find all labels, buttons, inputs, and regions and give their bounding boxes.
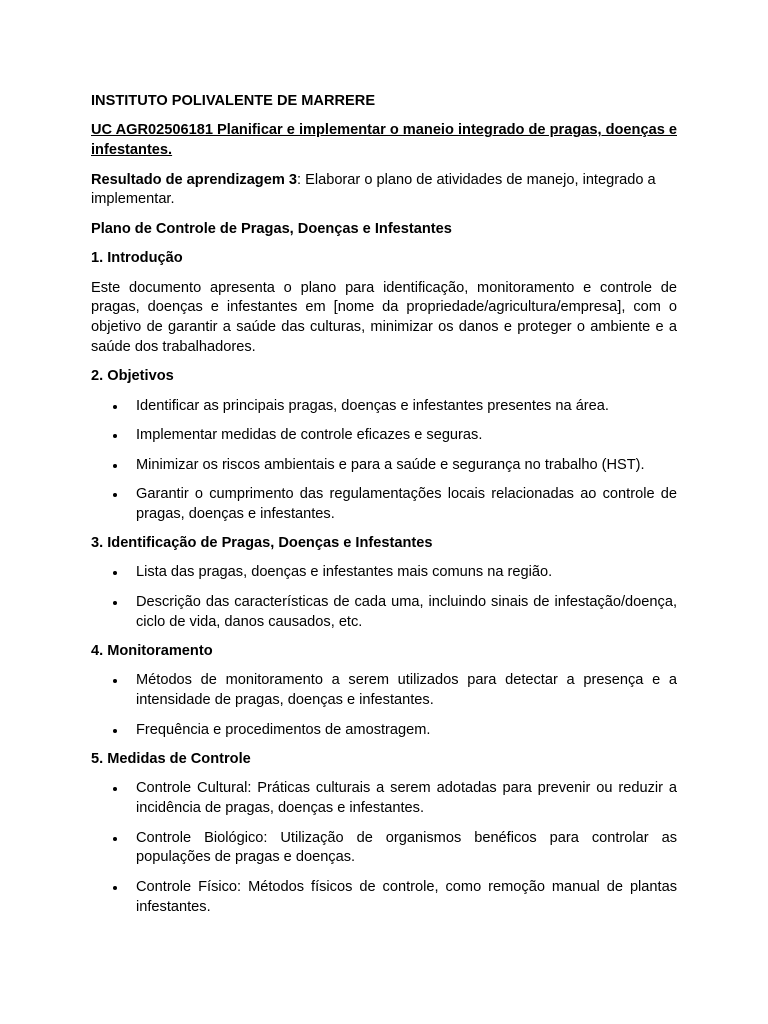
bullet-icon — [113, 571, 117, 575]
bullet-icon — [113, 464, 117, 468]
list-item-text: Controle Biológico: Utilização de organismos benéficos para controlar as populações de pragas e doenças. — [136, 829, 677, 866]
learning-outcome-label: Resultado de aprendizagem 3 — [91, 171, 297, 188]
document-page — [91, 92, 677, 927]
section-heading-introducao: 1. Introdução — [91, 250, 183, 267]
list-item — [91, 829, 677, 869]
bullet-icon — [113, 837, 117, 841]
uc-title: UC AGR02506181 Planificar e implementar o maneio integrado de pragas, doenças e infestantes. — [91, 122, 677, 159]
learning-outcome — [91, 171, 677, 211]
list-item — [91, 397, 677, 417]
list-item — [91, 456, 677, 476]
section-heading-objetivos: 2. Objetivos — [91, 368, 174, 385]
list-item-text: Descrição das características de cada uma, incluindo sinais de infestação/doença, ciclo de vida, danos causados, etc. — [136, 593, 677, 630]
bullet-icon — [113, 787, 117, 791]
list-item — [91, 779, 677, 819]
plan-title: Plano de Controle de Pragas, Doenças e Infestantes — [91, 220, 452, 237]
list-item — [91, 671, 677, 711]
objetivos-list — [91, 397, 677, 525]
list-item-text: Controle Físico: Métodos físicos de controle, como remoção manual de plantas infestantes. — [136, 878, 677, 915]
learning-outcome-text: : Elaborar o plano de atividades de manejo, integrado a implementar. — [91, 171, 656, 208]
identificacao-list — [91, 563, 677, 632]
list-item — [91, 426, 677, 446]
list-item — [91, 878, 677, 918]
section-heading-identificacao: 3. Identificação de Pragas, Doenças e Infestantes — [91, 535, 433, 552]
list-item-text: Garantir o cumprimento das regulamentações locais relacionadas ao controle de pragas, doenças e infestantes. — [136, 485, 677, 522]
list-item-text: Controle Cultural: Práticas culturais a serem adotadas para prevenir ou reduzir a incidência de pragas, doenças e infestantes. — [136, 780, 677, 817]
list-item — [91, 563, 677, 583]
list-item-text: Minimizar os riscos ambientais e para a saúde e segurança no trabalho (HST). — [136, 456, 645, 473]
list-item — [91, 721, 677, 741]
list-item-text: Identificar as principais pragas, doenças e infestantes presentes na área. — [136, 397, 609, 414]
bullet-icon — [113, 434, 117, 438]
monitoramento-list — [91, 671, 677, 740]
institution-name: INSTITUTO POLIVALENTE DE MARRERE — [91, 93, 376, 109]
list-item-text: Lista das pragas, doenças e infestantes mais comuns na região. — [136, 564, 553, 581]
section-heading-monitoramento: 4. Monitoramento — [91, 643, 213, 660]
intro-paragraph: Este documento apresenta o plano para identificação, monitoramento e controle de pragas, doenças e infestantes em [nome da propriedade/agricultura/empresa], com o objetivo de garantir a saúde das culturas, minimizar os danos e proteger o ambiente e a saúde dos trabalhadores. — [91, 279, 677, 355]
list-item-text: Implementar medidas de controle eficazes e seguras. — [136, 427, 483, 444]
section-heading-medidas-controle: 5. Medidas de Controle — [91, 751, 251, 768]
list-item-text: Métodos de monitoramento a serem utilizados para detectar a presença e a intensidade de pragas, doenças e infestantes. — [136, 672, 677, 709]
bullet-icon — [113, 886, 117, 890]
medidas-controle-list — [91, 779, 677, 917]
bullet-icon — [113, 729, 117, 733]
bullet-icon — [113, 679, 117, 683]
bullet-icon — [113, 405, 117, 409]
bullet-icon — [113, 601, 117, 605]
bullet-icon — [113, 493, 117, 497]
list-item-text: Frequência e procedimentos de amostragem. — [136, 721, 431, 738]
list-item — [91, 485, 677, 525]
list-item — [91, 593, 677, 633]
